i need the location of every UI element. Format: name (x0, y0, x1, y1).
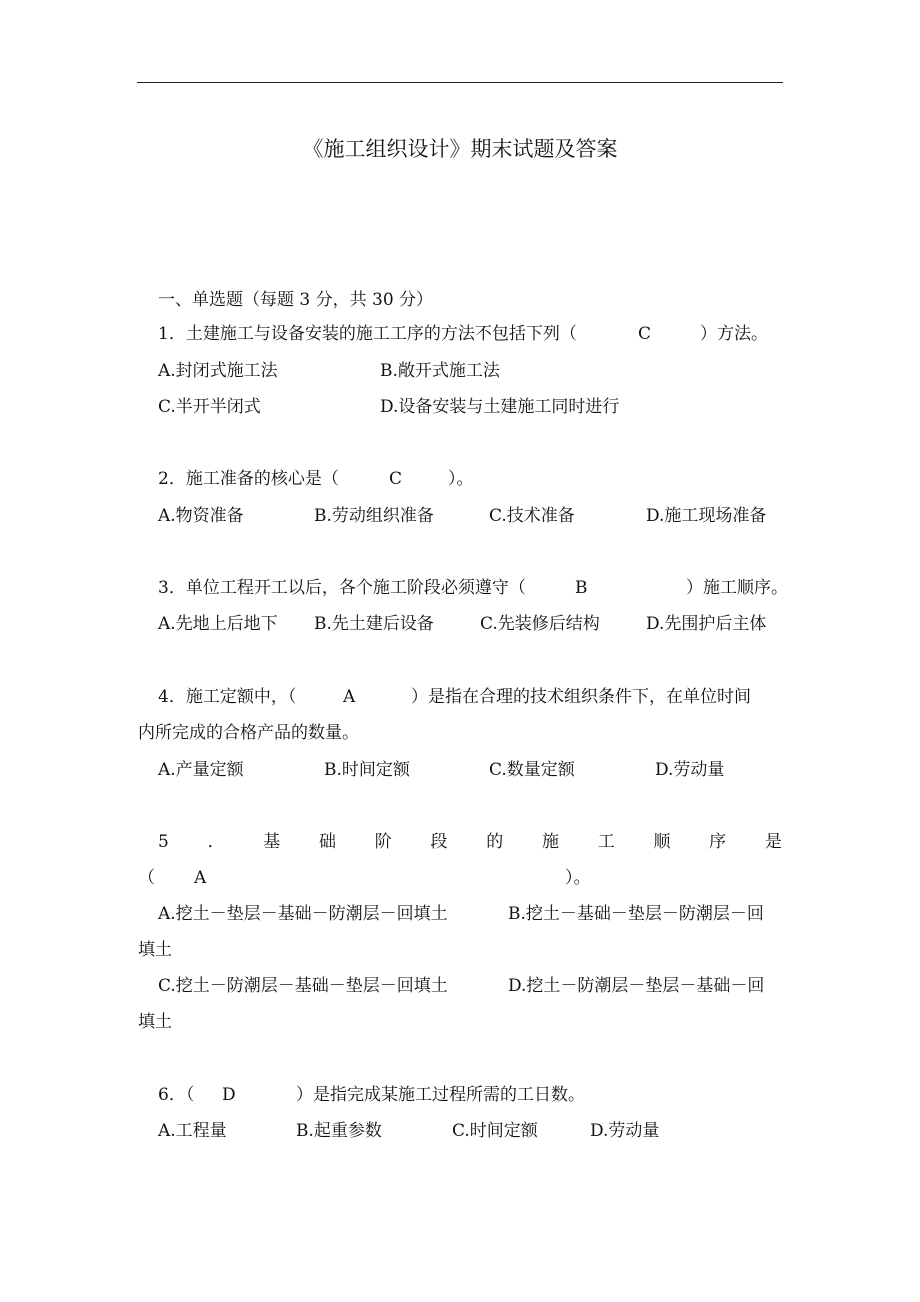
question-5-option-d-wrap: 填土 (138, 1012, 172, 1032)
question-2-option-a: A.物资准备 (158, 506, 244, 526)
question-1-option-c: C.半开半闭式 (158, 397, 261, 417)
question-5-stem: 5 ． 基 础 阶 段 的 施 工 顺 序 是 (158, 832, 782, 852)
question-2-stem: 2．施工准备的核心是（ (158, 469, 339, 489)
question-1-option-a: A.封闭式施工法 (158, 361, 278, 381)
question-5-stem-end: ）。 (565, 868, 591, 888)
question-6-option-a: A.工程量 (158, 1121, 227, 1141)
section-heading: 一、单选题（每题 3 分，共 30 分） (158, 290, 434, 310)
question-5-option-c: C.挖土－防潮层－基础－垫层－回填土 (158, 976, 448, 996)
question-4-answer: A (343, 687, 356, 707)
question-5-option-a: A.挖土－垫层－基础－防潮层－回填土 (158, 904, 448, 924)
question-5-option-b-wrap: 填土 (138, 940, 172, 960)
question-3-stem-end: ）施工顺序。 (686, 578, 788, 598)
question-6-stem: 6．（ (158, 1085, 195, 1105)
question-2-answer: C (389, 469, 403, 489)
question-3-answer: B (575, 578, 588, 598)
question-2-option-b: B.劳动组织准备 (314, 506, 434, 526)
question-2-option-c: C.技术准备 (489, 506, 575, 526)
question-4-stem: 4．施工定额中，（ (158, 687, 297, 707)
question-4-option-d: D.劳动量 (655, 760, 725, 780)
question-4-option-c: C.数量定额 (489, 760, 575, 780)
question-6-stem-end: ）是指完成某施工过程所需的工日数。 (296, 1085, 585, 1105)
question-6-option-b: B.起重参数 (296, 1121, 382, 1141)
question-3-option-b: B.先土建后设备 (314, 614, 434, 634)
question-5-answer: A (194, 868, 207, 888)
question-2-stem-end: ）。 (448, 469, 474, 489)
question-3-option-c: C.先装修后结构 (480, 614, 600, 634)
question-5-option-b: B.挖土－基础－垫层－防潮层－回 (508, 904, 764, 924)
page-title: 《施工组织设计》期末试题及答案 (302, 137, 618, 161)
question-4-stem-end: ）是指在合理的技术组织条件下，在单位时间 (411, 687, 751, 707)
question-1-option-d: D.设备安装与土建施工同时进行 (380, 397, 620, 417)
header-rule (137, 82, 783, 83)
question-4-stem-continued: 内所完成的合格产品的数量。 (138, 723, 359, 743)
question-3-option-a: A.先地上后地下 (158, 614, 278, 634)
question-4-option-a: A.产量定额 (158, 760, 244, 780)
question-3-option-d: D.先围护后主体 (646, 614, 767, 634)
question-6-answer: D (222, 1085, 236, 1105)
question-1-stem: 1．土建施工与设备安装的施工工序的方法不包括下列（ (158, 324, 577, 344)
question-3-stem: 3．单位工程开工以后，各个施工阶段必须遵守（ (158, 578, 526, 598)
question-1-answer: C (638, 324, 652, 344)
question-6-option-c: C.时间定额 (452, 1121, 538, 1141)
question-4-option-b: B.时间定额 (324, 760, 410, 780)
question-5-option-d: D.挖土－防潮层－垫层－基础－回 (508, 976, 765, 996)
question-2-option-d: D.施工现场准备 (646, 506, 767, 526)
question-1-stem-end: ）方法。 (700, 324, 768, 344)
question-1-option-b: B.敞开式施工法 (380, 361, 500, 381)
question-5-paren-open: （ (138, 868, 155, 888)
question-6-option-d: D.劳动量 (590, 1121, 660, 1141)
